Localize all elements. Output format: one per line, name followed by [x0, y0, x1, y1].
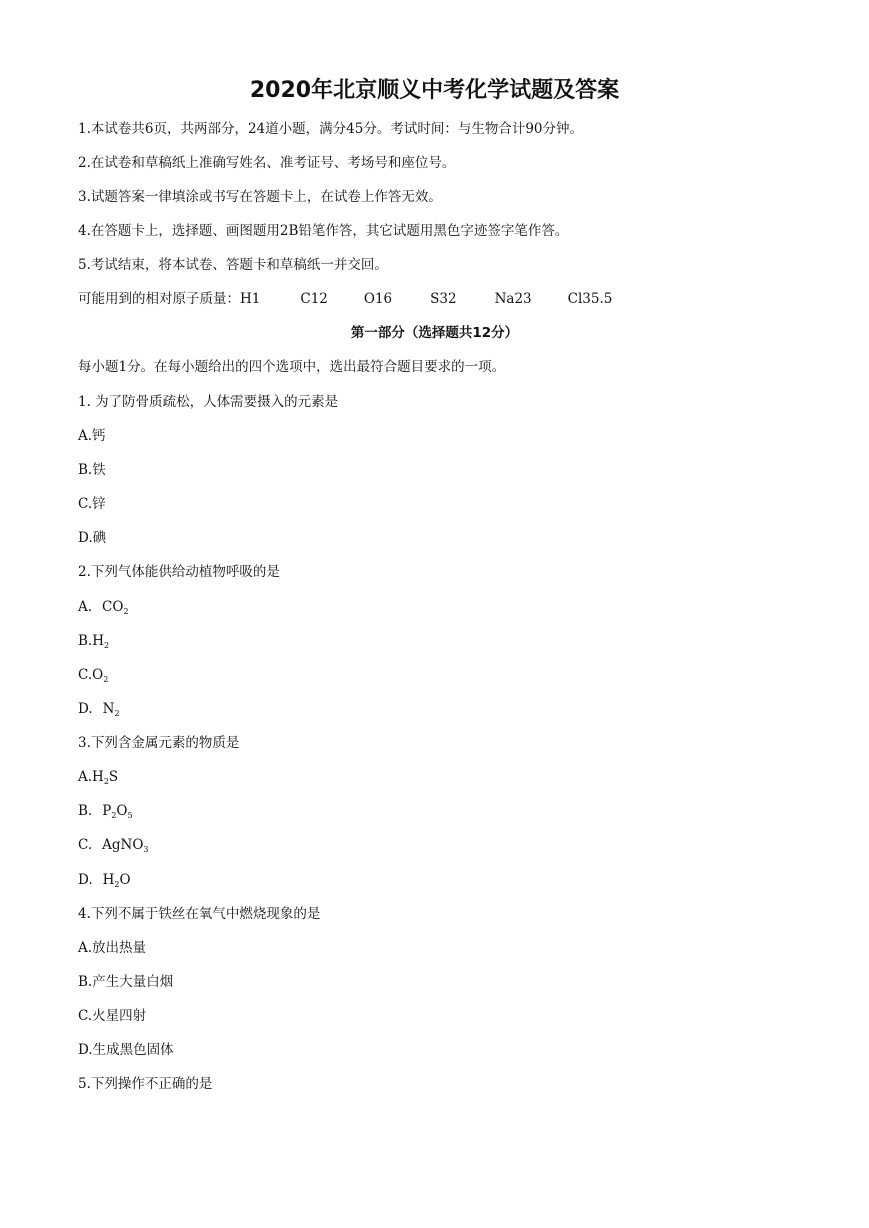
question-2-option-c: $C.O_2$	[78, 667, 109, 684]
question-3-option-c: C. AgNO$_3$	[78, 837, 149, 854]
question-4-stem: 4.下列不属于铁丝在氧气中燃烧现象的是	[78, 906, 321, 922]
question-3-option-b: B. $P_2O_5$	[78, 803, 133, 820]
atomic-mass-item: S32	[430, 291, 457, 307]
atomic-mass-item: Cl35.5	[567, 291, 613, 307]
question-1-option-c: C.锌	[78, 496, 106, 512]
instruction-1: 1.本试卷共6页，共两部分，24道小题，满分45分。考试时间：与生物合计90分钟。	[78, 121, 584, 137]
question-5-stem: 5.下列操作不正确的是	[78, 1076, 213, 1092]
question-3-option-a: $A.H_2S$	[78, 769, 119, 786]
question-4-option-a: A.放出热量	[78, 940, 147, 956]
page-title: 2020年北京顺义中考化学试题及答案	[249, 78, 620, 103]
question-4-option-b: B.产生大量白烟	[78, 974, 174, 990]
atomic-mass-item: C12	[300, 291, 328, 307]
question-1-stem: 1. 为了防骨质疏松，人体需要摄入的元素是	[78, 394, 339, 410]
instruction-5: 5.考试结束，将本试卷、答题卡和草稿纸一并交回。	[78, 257, 388, 273]
instruction-2: 2.在试卷和草稿纸上准确写姓名、准考证号、考场号和座位号。	[78, 155, 456, 171]
question-1-option-d: D.碘	[78, 530, 107, 546]
atomic-mass-item: H1	[240, 291, 261, 307]
atomic-mass-line	[78, 290, 612, 308]
question-3-option-d: D. $H_2O$	[78, 872, 131, 889]
question-1-option-a: A.钙	[78, 428, 106, 444]
atomic-mass-item: O16	[363, 291, 393, 307]
question-1-option-b: B.铁	[78, 462, 106, 478]
question-2-option-b: $B.H_2$	[78, 633, 110, 650]
question-2-option-d: D. $N_2$	[78, 701, 120, 718]
question-4-option-d: D.生成黑色固体	[78, 1042, 174, 1058]
instruction-3: 3.试题答案一律填涂或书写在答题卡上，在试卷上作答无效。	[78, 189, 442, 205]
section-heading: 第一部分（选择题共12分）	[350, 325, 519, 341]
question-2-stem: 2.下列气体能供给动植物呼吸的是	[78, 564, 280, 580]
atomic-mass-label: 可能用到的相对原子质量：	[78, 291, 240, 307]
question-2-option-a: A. $CO_2$	[78, 599, 129, 616]
instruction-4: 4.在答题卡上，选择题、画图题用2B铅笔作答，其它试题用黑色字迹签字笔作答。	[78, 223, 569, 239]
question-3-stem: 3.下列含金属元素的物质是	[78, 735, 240, 751]
atomic-mass-item: Na23	[494, 291, 532, 307]
section-intro: 每小题1分。在每小题给出的四个选项中，选出最符合题目要求的一项。	[78, 359, 506, 375]
question-4-option-c: C.火星四射	[78, 1008, 147, 1024]
